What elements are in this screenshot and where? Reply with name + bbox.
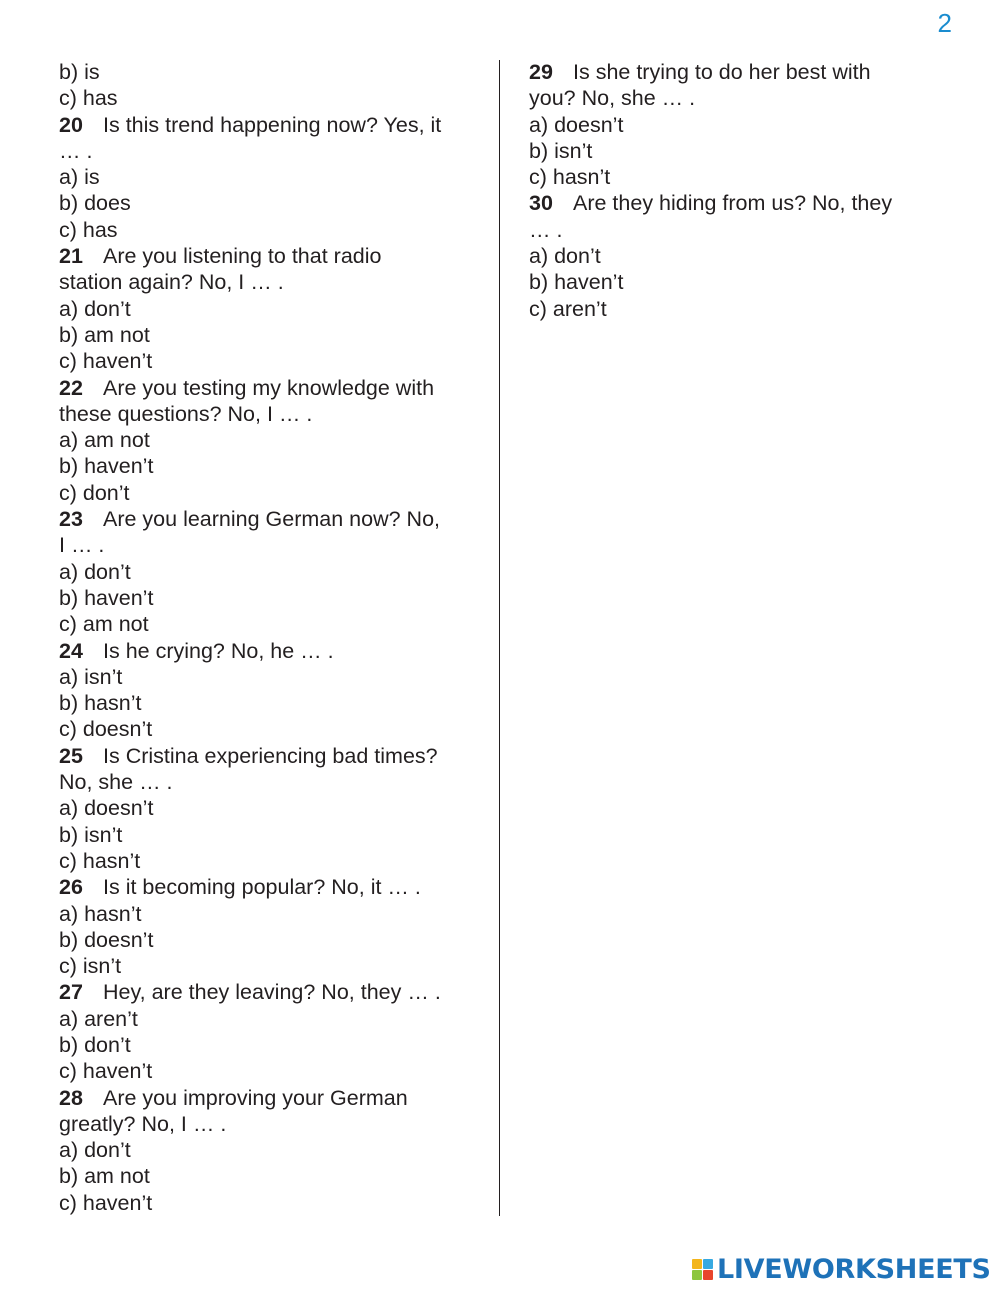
question-text: Are you learning German now? No,	[103, 507, 441, 532]
question-27	[59, 979, 479, 1005]
question-number: 24	[59, 638, 83, 663]
answer-option: c) aren’t	[529, 296, 607, 321]
answer-option: a) hasn’t	[59, 901, 142, 926]
column-divider	[499, 60, 500, 1216]
answer-option: a) doesn’t	[59, 796, 154, 821]
question-number: 27	[59, 980, 83, 1005]
question-number: 20	[59, 112, 83, 137]
question-text: Is she trying to do her best with	[573, 60, 871, 84]
answer-option: a) don’t	[59, 559, 131, 584]
answer-option: c) am not	[59, 612, 149, 637]
answer-option: c) has	[59, 217, 118, 242]
question-text: Are they hiding from us? No, they	[573, 191, 893, 216]
answer-option: b) haven’t	[59, 454, 154, 479]
question-20	[59, 112, 479, 165]
question-text: Is it becoming popular? No, it … .	[103, 875, 421, 900]
logo-mark-icon	[692, 1259, 713, 1280]
right-column	[529, 59, 929, 322]
answer-option: c) hasn’t	[529, 165, 611, 190]
question-text: No, she … .	[59, 770, 173, 795]
answer-option: a) don’t	[59, 296, 131, 321]
question-text: greatly? No, I … .	[59, 1111, 227, 1136]
answer-option: c) hasn’t	[59, 848, 141, 873]
answer-option: a) don’t	[59, 1138, 131, 1163]
page-number: 2	[937, 8, 952, 38]
question-text: … .	[529, 217, 563, 242]
question-text: station again? No, I … .	[59, 270, 284, 295]
answer-option: b) haven’t	[529, 270, 624, 295]
question-23	[59, 506, 479, 559]
answer-option: c) haven’t	[59, 1190, 153, 1215]
logo-text: LIVEWORKSHEETS	[717, 1253, 991, 1285]
answer-option: a) isn’t	[59, 664, 123, 689]
question-26	[59, 874, 479, 900]
question-text: Are you improving your German	[103, 1085, 408, 1110]
question-text: Are you testing my knowledge with	[103, 375, 435, 400]
question-number: 29	[529, 60, 553, 84]
question-number: 26	[59, 875, 83, 900]
answer-option: b) is	[59, 60, 100, 84]
question-text: Is he crying? No, he … .	[103, 638, 334, 663]
answer-option: b) doesn’t	[59, 927, 154, 952]
answer-option: c) doesn’t	[59, 717, 153, 742]
answer-option: a) doesn’t	[529, 112, 624, 137]
question-text: these questions? No, I … .	[59, 401, 313, 426]
question-29	[529, 59, 929, 112]
question-22	[59, 375, 479, 428]
question-30	[529, 190, 929, 243]
answer-option: b) isn’t	[59, 822, 123, 847]
question-number: 25	[59, 743, 83, 768]
question-number: 21	[59, 244, 83, 269]
answer-option: a) is	[59, 165, 100, 190]
question-number: 23	[59, 507, 83, 532]
answer-option: c) haven’t	[59, 349, 153, 374]
answer-option: b) am not	[59, 322, 150, 347]
answer-option: b) does	[59, 191, 131, 216]
answer-option: b) haven’t	[59, 585, 154, 610]
question-text: you? No, she … .	[529, 86, 696, 111]
question-text: … .	[59, 138, 93, 163]
answer-option: c) has	[59, 86, 118, 111]
answer-option: b) hasn’t	[59, 691, 142, 716]
question-text: Is this trend happening now? Yes, it	[103, 112, 442, 137]
question-21	[59, 243, 479, 296]
answer-option: a) am not	[59, 428, 150, 453]
answer-option: b) am not	[59, 1164, 150, 1189]
question-text: Is Cristina experiencing bad times?	[103, 743, 438, 768]
answer-option: a) don’t	[529, 244, 601, 269]
answer-option: b) isn’t	[529, 138, 593, 163]
answer-option: b) don’t	[59, 1032, 131, 1057]
answer-option: c) don’t	[59, 480, 130, 505]
answer-option: c) haven’t	[59, 1059, 153, 1084]
question-number: 28	[59, 1085, 83, 1110]
answer-option: c) isn’t	[59, 954, 122, 979]
question-28	[59, 1085, 479, 1138]
question-number: 30	[529, 191, 553, 216]
question-text: I … .	[59, 533, 105, 558]
liveworksheets-logo	[692, 1252, 991, 1286]
question-24	[59, 638, 479, 664]
question-number: 22	[59, 375, 83, 400]
question-text: Are you listening to that radio	[103, 244, 382, 269]
question-25	[59, 743, 479, 796]
question-text: Hey, are they leaving? No, they … .	[103, 980, 441, 1005]
answer-option: a) aren’t	[59, 1006, 138, 1031]
left-column	[59, 59, 479, 1216]
